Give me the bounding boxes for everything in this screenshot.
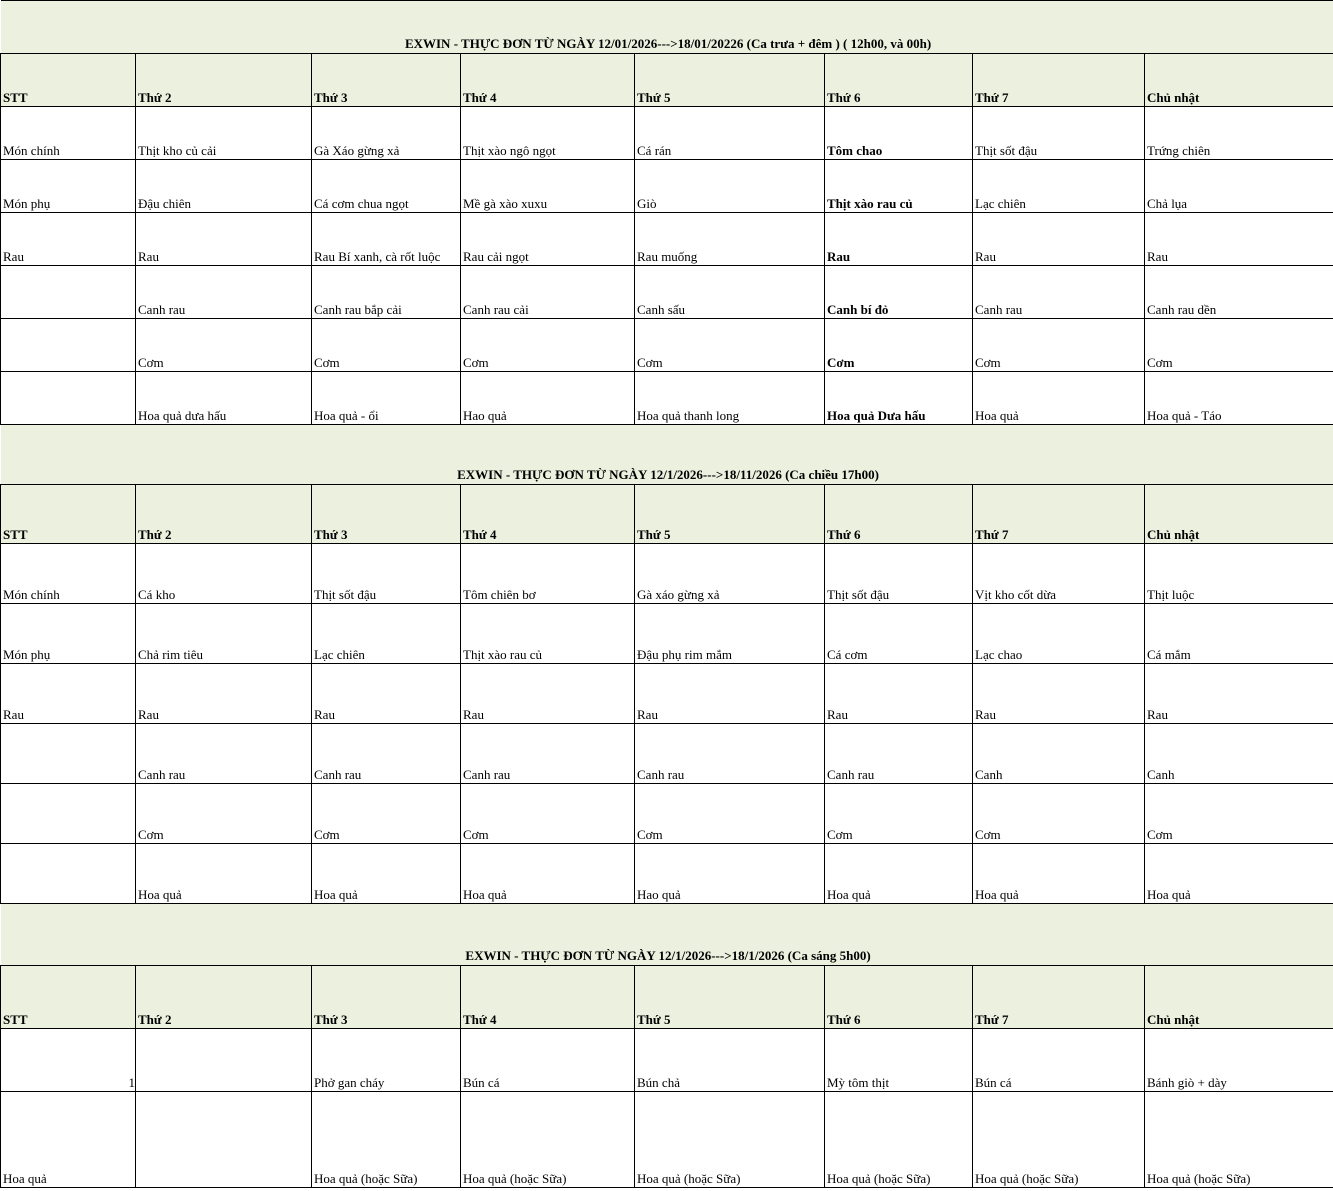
menu-cell[interactable]: Rau xyxy=(1145,664,1333,724)
column-header-cell[interactable]: Thứ 3 xyxy=(312,54,461,107)
menu-cell[interactable] xyxy=(1,266,136,319)
menu-cell[interactable] xyxy=(1,372,136,425)
column-header-cell[interactable]: Thứ 7 xyxy=(973,485,1145,544)
menu-cell[interactable]: Thịt sốt đậu xyxy=(973,107,1145,160)
menu-cell[interactable]: Rau muống xyxy=(635,213,825,266)
menu-cell[interactable]: Hoa quả xyxy=(973,844,1145,904)
menu-cell[interactable]: Cá rán xyxy=(635,107,825,160)
menu-cell[interactable]: Rau xyxy=(825,213,973,266)
menu-cell[interactable]: Canh rau xyxy=(136,266,312,319)
column-header-cell[interactable]: Thứ 3 xyxy=(312,966,461,1029)
menu-cell[interactable] xyxy=(1,844,136,904)
menu-cell[interactable]: Đậu phụ rim mắm xyxy=(635,604,825,664)
menu-cell[interactable]: Cơm xyxy=(1145,784,1333,844)
menu-cell[interactable]: Đậu chiên xyxy=(136,160,312,213)
menu-cell[interactable]: Vịt kho cốt dừa xyxy=(973,544,1145,604)
menu-row xyxy=(1,266,1333,319)
menu-cell[interactable]: Thịt xào rau củ xyxy=(461,604,635,664)
menu-title[interactable]: EXWIN - THỰC ĐƠN TỪ NGÀY 12/1/2026--->18/1/2026 (Ca sáng 5h00) xyxy=(1,904,1333,966)
column-header-cell[interactable]: STT xyxy=(1,485,136,544)
menu-cell[interactable]: Lạc chao xyxy=(973,604,1145,664)
menu-cell[interactable]: 1 xyxy=(1,1029,136,1092)
menu-cell[interactable]: Rau xyxy=(461,664,635,724)
column-header-cell[interactable]: Thứ 2 xyxy=(136,966,312,1029)
menu-cell[interactable]: Chả lụa xyxy=(1145,160,1333,213)
menu-title[interactable]: EXWIN - THỰC ĐƠN TỪ NGÀY 12/01/2026--->18/01/20226 (Ca trưa + đêm ) ( 12h00, và 00h) xyxy=(1,1,1333,54)
menu-cell[interactable]: Cá kho xyxy=(136,544,312,604)
menu-cell[interactable]: Thịt luộc xyxy=(1145,544,1333,604)
menu-cell[interactable]: Canh rau bắp cải xyxy=(312,266,461,319)
menu-cell[interactable]: Canh sấu xyxy=(635,266,825,319)
menu-cell[interactable]: Rau xyxy=(973,213,1145,266)
menu-cell[interactable]: Cơm xyxy=(635,319,825,372)
menu-row xyxy=(1,107,1333,160)
menu-cell[interactable]: Cơm xyxy=(973,784,1145,844)
menu-cell[interactable]: Thịt sốt đậu xyxy=(825,544,973,604)
menu-cell[interactable]: Canh rau xyxy=(461,724,635,784)
column-header-cell[interactable]: Thứ 2 xyxy=(136,54,312,107)
menu-cell[interactable]: Tôm chiên bơ xyxy=(461,544,635,604)
menu-row xyxy=(1,160,1333,213)
menu-cell[interactable]: Canh rau xyxy=(635,724,825,784)
menu-row xyxy=(1,604,1333,664)
menu-cell[interactable]: Cơm xyxy=(635,784,825,844)
menu-cell[interactable]: Chả rim tiêu xyxy=(136,604,312,664)
menu-row xyxy=(1,1092,1333,1188)
menu-cell[interactable]: Hoa quả (hoặc Sữa) xyxy=(973,1092,1145,1188)
menu-cell[interactable]: Hoa quả dưa hấu xyxy=(136,372,312,425)
menu-cell[interactable]: Rau xyxy=(1,213,136,266)
menu-cell[interactable]: Hoa quả xyxy=(1,1092,136,1188)
column-header-cell[interactable]: STT xyxy=(1,966,136,1029)
menu-cell[interactable]: Hao quả xyxy=(461,372,635,425)
menu-cell[interactable]: Thịt kho củ cải xyxy=(136,107,312,160)
menu-cell[interactable]: Món chính xyxy=(1,107,136,160)
menu-cell[interactable]: Thịt xào ngô ngọt xyxy=(461,107,635,160)
menu-cell[interactable]: Tôm chao xyxy=(825,107,973,160)
menu-cell[interactable]: Rau xyxy=(136,213,312,266)
menu-cell[interactable]: Bún cá xyxy=(461,1029,635,1092)
column-header-cell[interactable]: Thứ 6 xyxy=(825,485,973,544)
menu-row xyxy=(1,213,1333,266)
menu-cell[interactable]: Món phụ xyxy=(1,604,136,664)
menu-cell[interactable]: Cơm xyxy=(136,319,312,372)
menu-cell[interactable]: Thịt xào rau củ xyxy=(825,160,973,213)
column-header-cell[interactable]: Thứ 2 xyxy=(136,485,312,544)
menu-cell[interactable]: Lạc chiên xyxy=(312,604,461,664)
menu-cell[interactable]: Cơm xyxy=(825,784,973,844)
column-header-cell[interactable]: Thứ 4 xyxy=(461,485,635,544)
menu-title-row xyxy=(1,904,1333,966)
menu-cell[interactable]: Canh rau xyxy=(973,266,1145,319)
day-header-row xyxy=(1,966,1333,1029)
menu-row xyxy=(1,372,1333,425)
menu-cell[interactable]: Cơm xyxy=(1145,319,1333,372)
menu-row xyxy=(1,1029,1333,1092)
menu-title[interactable]: EXWIN - THỰC ĐƠN TỪ NGÀY 12/1/2026--->18/11/2026 (Ca chiều 17h00) xyxy=(1,425,1333,485)
menu-cell[interactable] xyxy=(136,1092,312,1188)
menu-cell[interactable]: Rau xyxy=(973,664,1145,724)
menu-cell[interactable]: Cá cơm chua ngọt xyxy=(312,160,461,213)
menu-cell[interactable]: Hoa quả - Táo xyxy=(1145,372,1333,425)
menu-cell[interactable] xyxy=(1,784,136,844)
menu-cell[interactable]: Rau xyxy=(635,664,825,724)
column-header-cell[interactable]: STT xyxy=(1,54,136,107)
menu-title-row xyxy=(1,425,1333,485)
menu-cell[interactable]: Bún chả xyxy=(635,1029,825,1092)
menu-cell[interactable]: Phở gan cháy xyxy=(312,1029,461,1092)
menu-cell[interactable]: Hoa quả (hoặc Sữa) xyxy=(825,1092,973,1188)
menu-cell[interactable] xyxy=(1,319,136,372)
menu-cell[interactable]: Rau xyxy=(1145,213,1333,266)
menu-cell[interactable]: Mề gà xào xuxu xyxy=(461,160,635,213)
column-header-cell[interactable]: Thứ 3 xyxy=(312,485,461,544)
menu-cell[interactable]: Hoa quả xyxy=(1145,844,1333,904)
menu-cell[interactable]: Rau xyxy=(136,664,312,724)
column-header-cell[interactable]: Thứ 6 xyxy=(825,54,973,107)
column-header-cell[interactable]: Chủ nhật xyxy=(1145,966,1333,1029)
menu-cell[interactable]: Rau Bí xanh, cà rốt luộc xyxy=(312,213,461,266)
menu-cell[interactable]: Canh xyxy=(1145,724,1333,784)
column-header-cell[interactable]: Thứ 5 xyxy=(635,54,825,107)
menu-cell[interactable]: Hoa quả xyxy=(312,844,461,904)
menu-cell[interactable]: Hoa quả xyxy=(461,844,635,904)
menu-cell[interactable]: Cơm xyxy=(312,319,461,372)
column-header-cell[interactable]: Thứ 6 xyxy=(825,966,973,1029)
menu-cell[interactable]: Lạc chiên xyxy=(973,160,1145,213)
menu-row xyxy=(1,844,1333,904)
menu-cell[interactable]: Hoa quả Dưa hấu xyxy=(825,372,973,425)
menu-cell[interactable]: Hoa quả (hoặc Sữa) xyxy=(1145,1092,1333,1188)
menu-cell[interactable]: Cơm xyxy=(973,319,1145,372)
menu-cell[interactable] xyxy=(136,1029,312,1092)
menu-row xyxy=(1,319,1333,372)
menu-cell[interactable]: Cá mắm xyxy=(1145,604,1333,664)
column-header-cell[interactable]: Thứ 5 xyxy=(635,485,825,544)
menu-cell[interactable]: Hoa quả (hoặc Sữa) xyxy=(461,1092,635,1188)
menu-cell[interactable]: Canh xyxy=(973,724,1145,784)
column-header-cell[interactable]: Chủ nhật xyxy=(1145,54,1333,107)
menu-cell[interactable]: Cơm xyxy=(825,319,973,372)
menu-cell[interactable]: Rau xyxy=(825,664,973,724)
column-header-cell[interactable]: Thứ 7 xyxy=(973,966,1145,1029)
menu-cell[interactable]: Canh rau cải xyxy=(461,266,635,319)
day-header-row xyxy=(1,485,1333,544)
menu-cell[interactable]: Hoa quả thanh long xyxy=(635,372,825,425)
column-header-cell[interactable]: Chủ nhật xyxy=(1145,485,1333,544)
menu-cell[interactable]: Hao quả xyxy=(635,844,825,904)
column-header-cell[interactable]: Thứ 4 xyxy=(461,966,635,1029)
menu-cell[interactable]: Bánh giò + dày xyxy=(1145,1029,1333,1092)
menu-cell[interactable]: Canh rau xyxy=(825,724,973,784)
menu-cell[interactable]: Canh rau xyxy=(312,724,461,784)
menu-cell[interactable]: Cơm xyxy=(461,784,635,844)
menu-cell[interactable]: Gà xáo gừng xả xyxy=(635,544,825,604)
menu-cell[interactable]: Trứng chiên xyxy=(1145,107,1333,160)
column-header-cell[interactable]: Thứ 5 xyxy=(635,966,825,1029)
menu-cell[interactable]: Mỳ tôm thịt xyxy=(825,1029,973,1092)
menu-cell[interactable]: Cơm xyxy=(461,319,635,372)
menu-cell[interactable]: Hoa quả xyxy=(825,844,973,904)
menu-row xyxy=(1,724,1333,784)
menu-cell[interactable]: Hoa quả (hoặc Sữa) xyxy=(312,1092,461,1188)
day-header-row xyxy=(1,54,1333,107)
menu-title-row xyxy=(1,1,1333,54)
menu-cell[interactable]: Món phụ xyxy=(1,160,136,213)
menu-cell[interactable]: Cơm xyxy=(136,784,312,844)
menu-row xyxy=(1,544,1333,604)
menu-cell[interactable]: Rau xyxy=(312,664,461,724)
menu-cell[interactable]: Canh rau dền xyxy=(1145,266,1333,319)
menu-row xyxy=(1,784,1333,844)
menu-cell[interactable]: Cá cơm xyxy=(825,604,973,664)
menu-cell[interactable]: Canh rau xyxy=(136,724,312,784)
menu-cell[interactable]: Rau xyxy=(1,664,136,724)
column-header-cell[interactable]: Thứ 4 xyxy=(461,54,635,107)
menu-cell[interactable]: Rau cải ngọt xyxy=(461,213,635,266)
menu-cell[interactable] xyxy=(1,724,136,784)
menu-cell[interactable]: Hoa quả xyxy=(973,372,1145,425)
menu-cell[interactable]: Hoa quả - ổi xyxy=(312,372,461,425)
menu-cell[interactable]: Gà Xáo gừng xả xyxy=(312,107,461,160)
menu-cell[interactable]: Thịt sốt đậu xyxy=(312,544,461,604)
menu-cell[interactable]: Canh bí đỏ xyxy=(825,266,973,319)
menu-cell[interactable]: Hoa quả xyxy=(136,844,312,904)
column-header-cell[interactable]: Thứ 7 xyxy=(973,54,1145,107)
menu-cell[interactable]: Món chính xyxy=(1,544,136,604)
menu-cell[interactable]: Hoa quả (hoặc Sữa) xyxy=(635,1092,825,1188)
menu-cell[interactable]: Bún cá xyxy=(973,1029,1145,1092)
menu-cell[interactable]: Cơm xyxy=(312,784,461,844)
menu-cell[interactable]: Giò xyxy=(635,160,825,213)
menu-row xyxy=(1,664,1333,724)
